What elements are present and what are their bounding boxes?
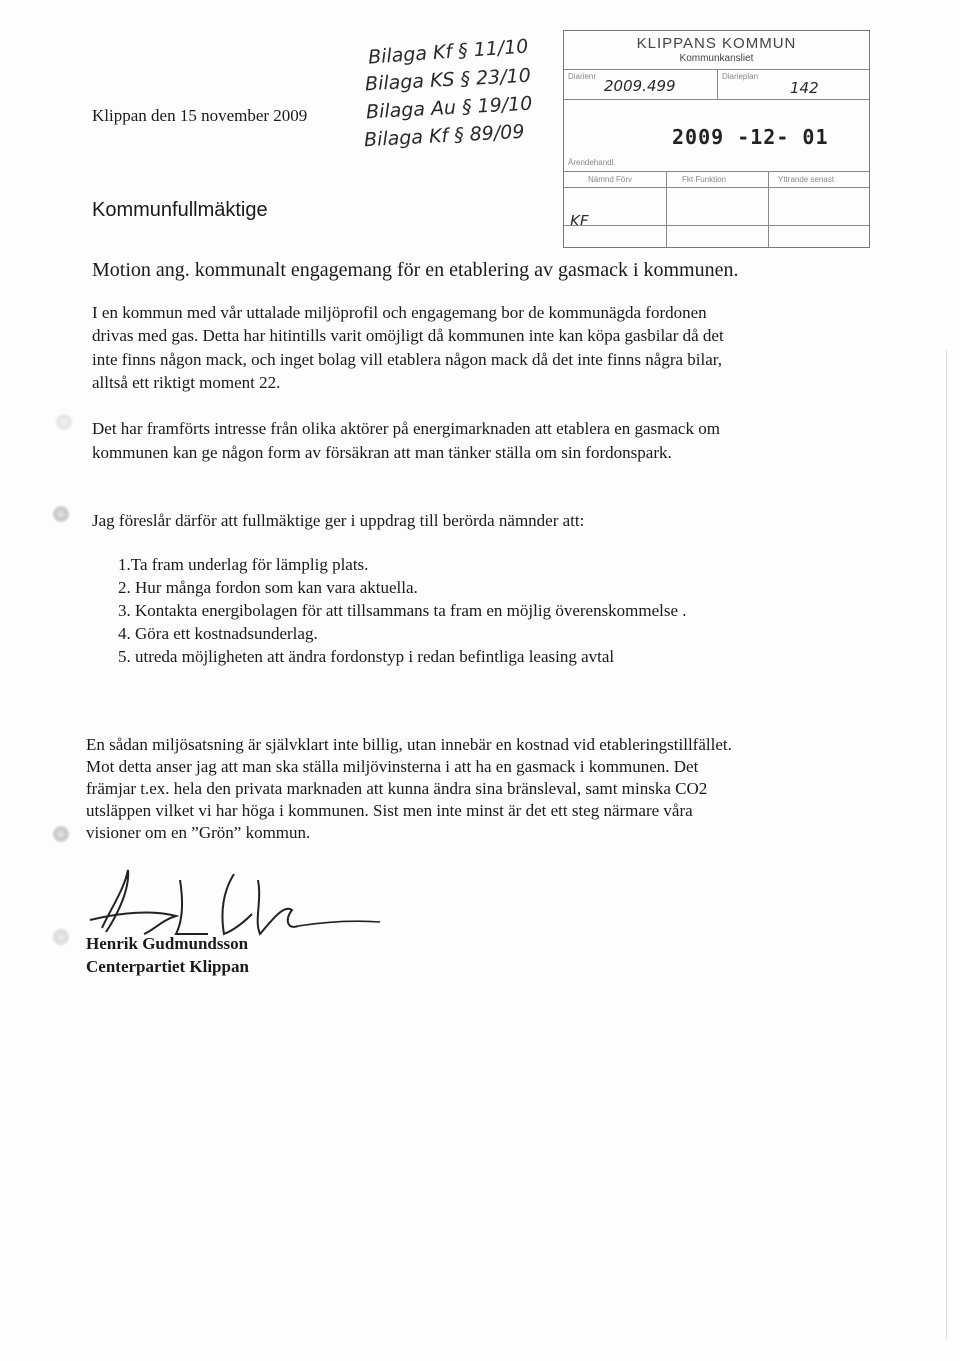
- paragraph-3-line: utsläppen vilket vi har höga i kommunen. Sist men inte minst är det ett steg närmare våra: [86, 801, 693, 820]
- handwritten-annotation: Bilaga Kf § 89/09: [363, 120, 525, 152]
- stamp-diarieplan-label: Diarieplan: [722, 72, 759, 81]
- handwritten-signature: [84, 850, 384, 940]
- paragraph-1-line: I en kommun med vår uttalade miljöprofil och engagemang bor de kommunägda fordonen: [92, 303, 707, 322]
- signature-party: Centerpartiet Klippan: [86, 957, 249, 976]
- stamp-dept: Kommunkansliet: [679, 53, 754, 64]
- paragraph-1-line: inte finns någon mack, och inget bolag vill etablera någon mack då det inte finns några bilar,: [92, 350, 723, 369]
- stamp-diarieplan-value: 142: [790, 79, 819, 97]
- paragraph-3-line: Mot detta anser jag att man ska ställa miljövinsterna i att ha en gasmack i kommunen. Det: [86, 757, 699, 776]
- punch-hole: [55, 413, 73, 431]
- stamp-handlaggare-label: Ärendehandl.: [568, 158, 616, 167]
- paragraph-3-line: främjar t.ex. hela den privata marknaden att kunna ändra sina bränsleval, samt minska CO2: [86, 779, 708, 798]
- stamp-col2-label: Fkt Funktion: [682, 175, 727, 184]
- recipient: Kommunfullmäktige: [92, 199, 268, 221]
- proposal-item: 3. Kontakta energibolagen för att tillsammans ta fram en möjlig överenskommelse .: [118, 601, 687, 620]
- stamp-diarienr-value: 2009.499: [604, 77, 676, 95]
- stamp-date: 2009 -12- 01: [672, 125, 829, 149]
- proposal-intro: Jag föreslår därför att fullmäktige ger i uppdrag till berörda nämnder att:: [92, 511, 585, 530]
- motion-title: Motion ang. kommunalt engagemang för en etablering av gasmack i kommunen.: [92, 259, 739, 281]
- paragraph-1-line: drivas med gas. Detta har hitintills varit omöjligt då kommunen inte kan köpa gasbilar då det: [92, 326, 724, 345]
- stamp-diarienr-label: Diarienr: [568, 72, 597, 81]
- proposal-item: 2. Hur många fordon som kan vara aktuella.: [118, 578, 418, 597]
- paragraph-2-line: Det har framförts intresse från olika aktörer på energimarknaden att etablera en gasmack om: [92, 419, 720, 438]
- paragraph-1-line: alltså ett riktigt moment 22.: [92, 373, 281, 392]
- handwritten-annotation: Bilaga Au § 19/10: [365, 92, 533, 124]
- stamp-col1-label: Nämnd Förv: [588, 175, 633, 184]
- paragraph-3-line: visioner om en ”Grön” kommun.: [86, 823, 311, 842]
- punch-hole: [52, 928, 70, 946]
- proposal-item: 5. utreda möjligheten att ändra fordonstyp i redan befintliga leasing avtal: [118, 647, 615, 666]
- stamp-col1-value: KF: [570, 212, 589, 230]
- stamp-col3-label: Yttrande senast: [778, 175, 835, 184]
- paragraph-2-line: kommunen kan ge någon form av försäkran att man tänker ställa om sin fordonspark.: [92, 443, 672, 462]
- place-date: Klippan den 15 november 2009: [92, 106, 308, 125]
- handwritten-annotation: Bilaga Kf § 11/10: [367, 35, 530, 69]
- scan-edge: [946, 350, 947, 1340]
- handwritten-annotation: Bilaga KS § 23/10: [364, 64, 532, 96]
- stamp-org: KLIPPANS KOMMUN: [636, 35, 797, 52]
- proposal-item: 1.Ta fram underlag för lämplig plats.: [118, 555, 369, 574]
- paragraph-3-line: En sådan miljösatsning är självklart inte billig, utan innebär en kostnad vid etableringstillfället.: [86, 735, 732, 754]
- punch-hole: [52, 825, 70, 843]
- proposal-item: 4. Göra ett kostnadsunderlag.: [118, 624, 318, 643]
- signature-name: Henrik Gudmundsson: [86, 934, 249, 953]
- registration-stamp: [563, 30, 870, 248]
- punch-hole: [52, 505, 70, 523]
